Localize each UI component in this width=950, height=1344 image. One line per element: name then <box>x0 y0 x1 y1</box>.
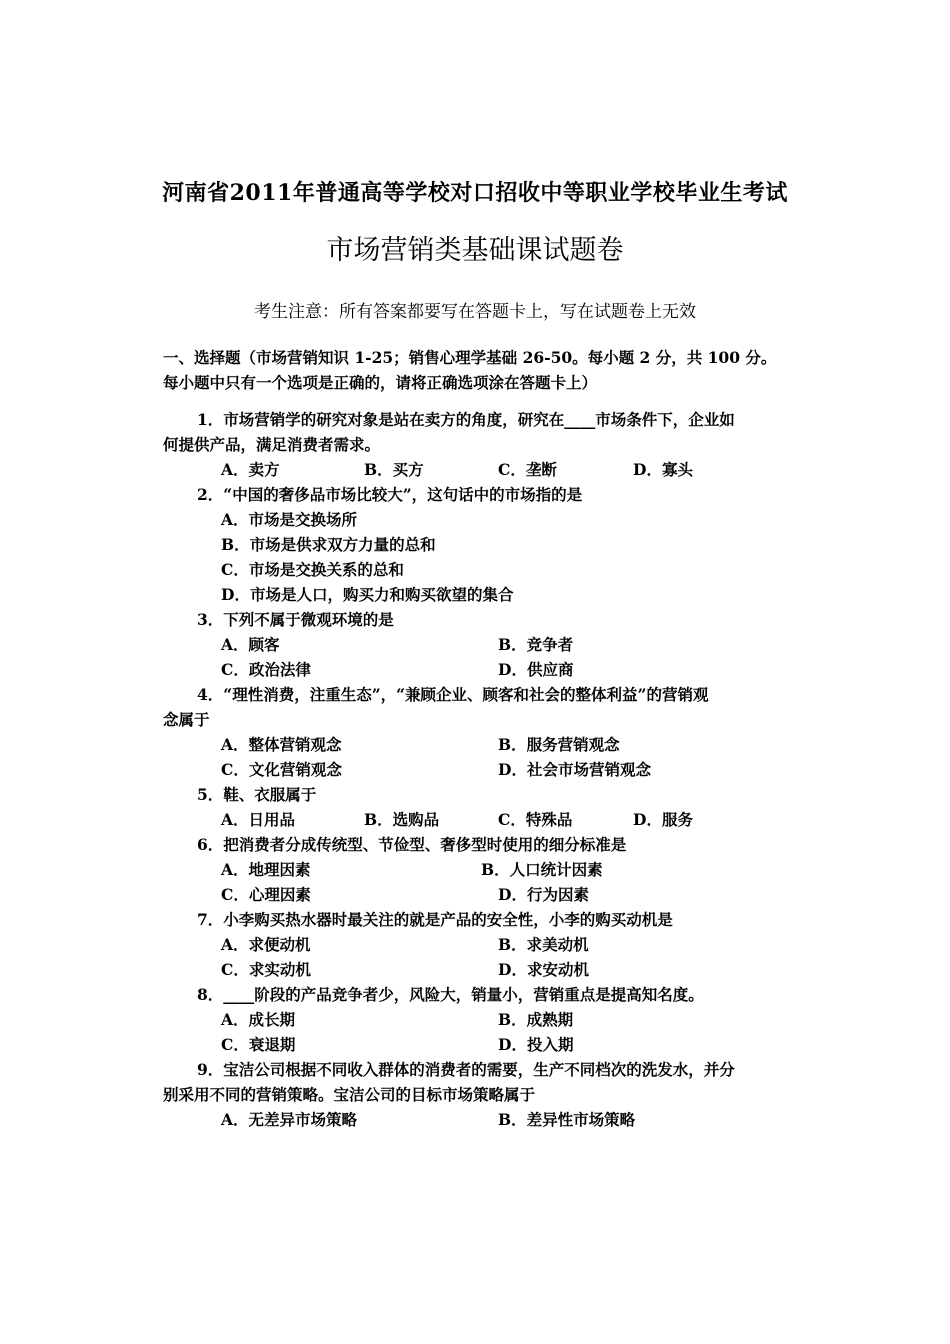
option-d: D．投入期 <box>498 1035 574 1054</box>
question-stem: 1．市场营销学的研究对象是站在卖方的角度，研究在____市场条件下，企业如 <box>197 410 735 429</box>
option-c: C．衰退期 <box>221 1035 296 1054</box>
option-a: A．日用品 <box>221 810 296 829</box>
question-stem: 念属于 <box>163 710 210 729</box>
question-stem: 5．鞋、衣服属于 <box>197 785 317 804</box>
option-a: A．成长期 <box>221 1010 296 1029</box>
option-a: A．整体营销观念 <box>221 735 342 754</box>
option-a: A．卖方 <box>221 460 280 479</box>
option-c: C．政治法律 <box>221 660 311 679</box>
question-stem: 2．“中国的奢侈品市场比较大”，这句话中的市场指的是 <box>197 485 583 504</box>
option-b: B．求美动机 <box>498 935 589 954</box>
option-b: B．成熟期 <box>498 1010 574 1029</box>
option-b: B．市场是供求双方力量的总和 <box>221 535 436 554</box>
candidate-notice: 考生注意：所有答案都要写在答题卡上，写在试题卷上无效 <box>254 302 696 322</box>
question-stem: 别采用不同的营销策略。宝洁公司的目标市场策略属于 <box>163 1085 536 1104</box>
option-a: A．地理因素 <box>221 860 311 879</box>
option-b: B．人口统计因素 <box>481 860 603 879</box>
exam-title: 河南省2011年普通高等学校对口招收中等职业学校毕业生考试 <box>162 180 788 206</box>
option-a: A．顾客 <box>221 635 280 654</box>
question-stem: 9．宝洁公司根据不同收入群体的消费者的需要，生产不同档次的洗发水，并分 <box>197 1060 735 1079</box>
option-d: D．市场是人口，购买力和购买欲望的集合 <box>221 585 514 604</box>
option-c: C．心理因素 <box>221 885 311 904</box>
option-c: C．求实动机 <box>221 960 311 979</box>
section-heading: 一、选择题（市场营销知识 1-25；销售心理学基础 26-50。每小题 2 分，共 100 分。 <box>163 348 777 367</box>
option-b: B．竞争者 <box>498 635 574 654</box>
option-a: A．市场是交换场所 <box>221 510 358 529</box>
option-b: B．差异性市场策略 <box>498 1110 636 1129</box>
option-d: D．社会市场营销观念 <box>498 760 651 779</box>
option-b: B．服务营销观念 <box>498 735 620 754</box>
section-instruction: 每小题中只有一个选项是正确的，请将正确选项涂在答题卡上） <box>163 373 598 392</box>
question-stem: 7．小李购买热水器时最关注的就是产品的安全性，小李的购买动机是 <box>197 910 673 929</box>
option-b: B．买方 <box>364 460 424 479</box>
question-stem: 何提供产品，满足消费者需求。 <box>163 435 381 454</box>
exam-subtitle: 市场营销类基础课试题卷 <box>326 235 624 266</box>
question-stem: 8．____阶段的产品竞争者少，风险大，销量小，营销重点是提高知名度。 <box>197 985 704 1004</box>
question-stem: 3．下列不属于微观环境的是 <box>197 610 394 629</box>
option-d: D．求安动机 <box>498 960 589 979</box>
option-c: C．特殊品 <box>498 810 573 829</box>
option-d: D．行为因素 <box>498 885 589 904</box>
option-d: D．寡头 <box>633 460 693 479</box>
question-stem: 4．“理性消费，注重生态”，“兼顾企业、顾客和社会的整体利益”的营销观 <box>197 685 709 704</box>
option-b: B．选购品 <box>364 810 440 829</box>
option-c: C．垄断 <box>498 460 557 479</box>
option-a: A．求便动机 <box>221 935 311 954</box>
option-c: C．文化营销观念 <box>221 760 342 779</box>
option-d: D．服务 <box>633 810 693 829</box>
question-stem: 6．把消费者分成传统型、节俭型、奢侈型时使用的细分标准是 <box>197 835 627 854</box>
option-c: C．市场是交换关系的总和 <box>221 560 404 579</box>
option-d: D．供应商 <box>498 660 574 679</box>
option-a: A．无差异市场策略 <box>221 1110 358 1129</box>
